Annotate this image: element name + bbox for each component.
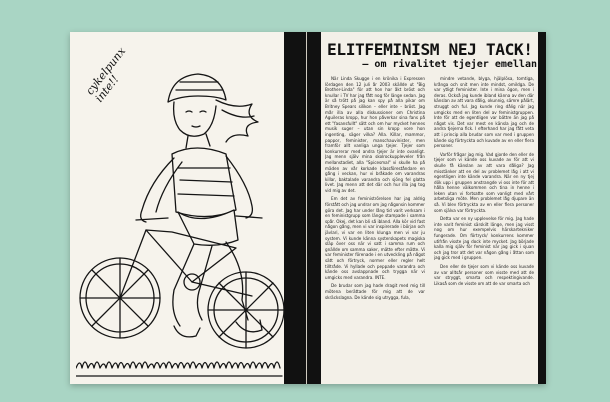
black-margin-band	[284, 32, 306, 384]
paragraph: Varför frågar jag mig. Vad gjorde den eller de tjejer som vi kände oss kuvade av för att vi skulle få känslan av att vara dåliga? Jag misstänker att en del av problemet låg i att vi egentligen inte kände varandra. När en ny tjej dök upp i gruppen anstrangde vi oss inte för att hålla henne välkommen och tina in henne i leken utan vi fortsatte som vanligt med vårt arbetsliga möte. Men problemet låg djupare än så. Vi blev förtryckta av en eller flera personer som själva var förtryckta.	[434, 151, 534, 213]
handwritten-note: cykelpunx inte!!	[83, 44, 129, 105]
text-column	[325, 76, 425, 382]
text-column	[434, 76, 534, 382]
article-title: ELITFEMINISM NEJ TACK!	[327, 40, 533, 59]
black-margin-band	[307, 32, 321, 384]
article-body	[325, 76, 537, 382]
left-page	[70, 32, 307, 384]
woman-on-bicycle-drawing	[76, 50, 286, 380]
paragraph: Em det av feministrörelsen har jag aldrig förstått och jag undrar om jag någonsin kommer göra det. Jag har under lång tid varit verksam i en feministgrupp som länge stampade i samma spår. Okej, det kan bli så ibland. Alla kör vid fast någon gång, men vi var inspirerade i början och jävlari, vi var en liten klunga men vi var ju system. Vi kunde känna systerskapets magiska släp över oss när vi satt i samma rum och gnällde om samma saker, mätte efter mätte. Vi var feminister förenade i en utveckling på något sätt och förtryck, normer eller regler helt tilltråde. Vi hyllade och peppade varandra och kände oss avslappnade och trygga när vi umgicks med varandra. INTE.	[325, 196, 425, 280]
paragraph: Detta var en ny upplevelse för mig. Jag hade inte varit feminist särskilt länge, men jag visst nog om hur exempelvis härskartekniker fungerade. Om förtryck/ konkurrens kommer utifrån visste jag dock inte mycket. Jag började kalla mig själv för feminist när jag gick i sjuan och jag tror att det var någon gång i åttan som jag gick med i gruppen.	[434, 216, 534, 261]
paragraph: De brudar som jag hade dragit med mig till mötena berättade för mig att de var skräckslagna. De kände sig utrygga, fula,	[325, 283, 425, 300]
paragraph: mindre vetande, blyga, hjälplösa, tomtiga, krånga och snit men inte mindst, omildga. De var ytligt feminister. Inte i mina ögon, men i deras. Också jag kunde ibland känna av den där känslan av att vara dålig, okunnig, sämre pålärt, struggt och ful. Jag kunde ring dålig när jag umgicks med en liten del av feministgruppen. Inte för att de egentligen var bättre än jag på något vis. Det var mest en känsla jag och de andra tjejerna fick. I efterhand har jag fått veta att i princip alla brudar som var med i gruppen kände sig förtryckta och kuvade av en eller flera personer.	[434, 76, 534, 149]
paragraph: Den eller de tjejer som vi kände oss kuvade av var alltsår personer som visste med att de var stryggt, smarta och respektingivande. Likaså som de visste om att de var smarta och	[434, 264, 534, 286]
zine-spread	[70, 32, 546, 384]
black-margin-band	[538, 32, 546, 384]
article-subtitle: – om rivalitet tjejer emellan	[362, 59, 537, 70]
paragraph: När Linda Skugge i en krönika i Expressen lördagen den 12 juli år 2003 skällde ut "Big Brother-Linda" för att hon har åkt bröst och knullar i TV har jag fått nog för länge sedan. Jag är så trött på jag kan spy på alla pikar om Britney Spears silikon – eller inte – bröst. Jag mår illa av alla diskussioner om Christina Aguileras kropp, hur hon påverkar sina fans på ett "fasansfullt" sätt och om hur mycket hennes musik suger – utan sin kropp vore hon ingenting, säger vilka? Alla. Killar, mammor, pappor, feminister, manschauvinister, men framför allt vanliga unga tjejer. Tjejer som konkurrerar med andra tjejer är inte ovanligt. Jag menn själv mina skolrockuppleveler från mellanstadiet, alla "Spicesmal" vi skulle ha på mäden av vår korkade klassföreståndare en gång i veckan, hur vi bråkade om varandras killar, baktalade varandra och sjöng fel glatta livet. Jag menn att det där och hur illa jag tog vid mig av det.	[325, 76, 425, 193]
right-page	[307, 32, 546, 384]
